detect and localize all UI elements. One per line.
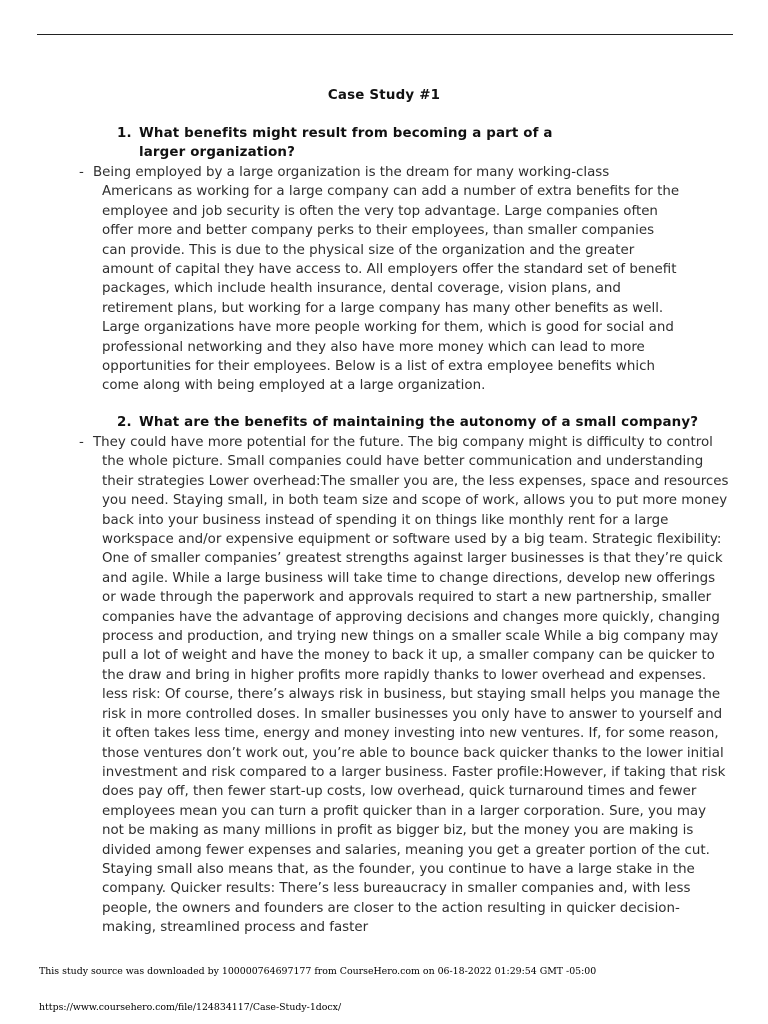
question-1	[117, 124, 717, 163]
question-text: What are the benefits of maintaining the autonomy of a small company?	[139, 415, 699, 430]
document-title: Case Study #1	[327, 88, 441, 103]
question-text: What benefits might result from becoming a part of a larger organization?	[139, 126, 553, 161]
bullet-dash: -	[79, 435, 84, 450]
answer-1	[79, 163, 739, 396]
question-2	[117, 413, 717, 432]
answer-paragraph: Being employed by a large organization is the dream for many working-class Americans as working for a large company can add a number of extra benefits for the employee and job security is often the very top advantage. Large companies often offer more and better company perks to their employees, than smaller companies can provide. This is due to the physical size of the organization and the greater amount of capital they have access to. All employers offer the standard set of benefit packages, which include health insurance, dental coverage, vision plans, and retirement plans, but working for a large company has many other benefits as well. Large organizations have more people working for them, which is good for social and professional networking and they also have more money which can lead to more opportunities for their employees. Below is a list of extra employee benefits which come along with being employed at a large organization.	[93, 165, 680, 394]
source-url[interactable]: https://www.coursehero.com/file/124834117/Case-Study-1docx/	[39, 1002, 342, 1013]
question-number: 1.	[117, 126, 132, 141]
question-number: 2.	[117, 415, 132, 430]
bullet-dash: -	[79, 165, 84, 180]
answer-paragraph: They could have more potential for the future. The big company might is difficulty to control the whole picture. Small companies could have better communication and understanding their strategies Lower overhead:The smaller you are, the less expenses, space and resources you need. Staying small, in both team size and scope of work, allows you to put more money back into your business instead of spending it on things like monthly rent for a large workspace and/or expensive equipment or software used by a big team. Strategic flexibility: One of smaller companies’ greatest strengths against larger businesses is that they’re quick and agile. While a large business will take time to change directions, develop new offerings or wade through the paperwork and approvals required to start a new partnership, smaller companies have the advantage of approving decisions and changes more quickly, changing process and production, and trying new things on a smaller scale While a big company may pull a lot of weight and have the money to back it up, a smaller company can be quicker to the draw and bring in higher profits more rapidly thanks to lower overhead and expenses. less risk: Of course, there’s always risk in business, but staying small helps you manage the risk in more controlled doses. In smaller businesses you only have to answer to yourself and it often takes less time, energy and money investing into new ventures. If, for some reason, those ventures don’t work out, you’re able to bounce back quicker thanks to the lower initial investment and risk compared to a larger business. Faster profile:However, if taking that risk does pay off, then fewer start-up costs, low overhead, quick turnaround times and fewer employees mean you can turn a profit quicker than in a larger corporation. Sure, you may not be making as many millions in profit as bigger biz, but the money you are making is divided among fewer expenses and salaries, meaning you get a greater portion of the cut. Staying small also means that, as the founder, you continue to have a large stake in the company. Quicker results: There’s less bureaucracy in smaller companies and, with less people, the owners and founders are closer to the action resulting in quicker decision-making, streamlined process and faster	[93, 435, 729, 936]
answer-2	[79, 433, 739, 938]
download-source-note: This study source was downloaded by 100000764697177 from CourseHero.com on 06-18-2022 01:29:54 GMT -05:00	[39, 966, 597, 977]
header-divider	[37, 34, 733, 35]
